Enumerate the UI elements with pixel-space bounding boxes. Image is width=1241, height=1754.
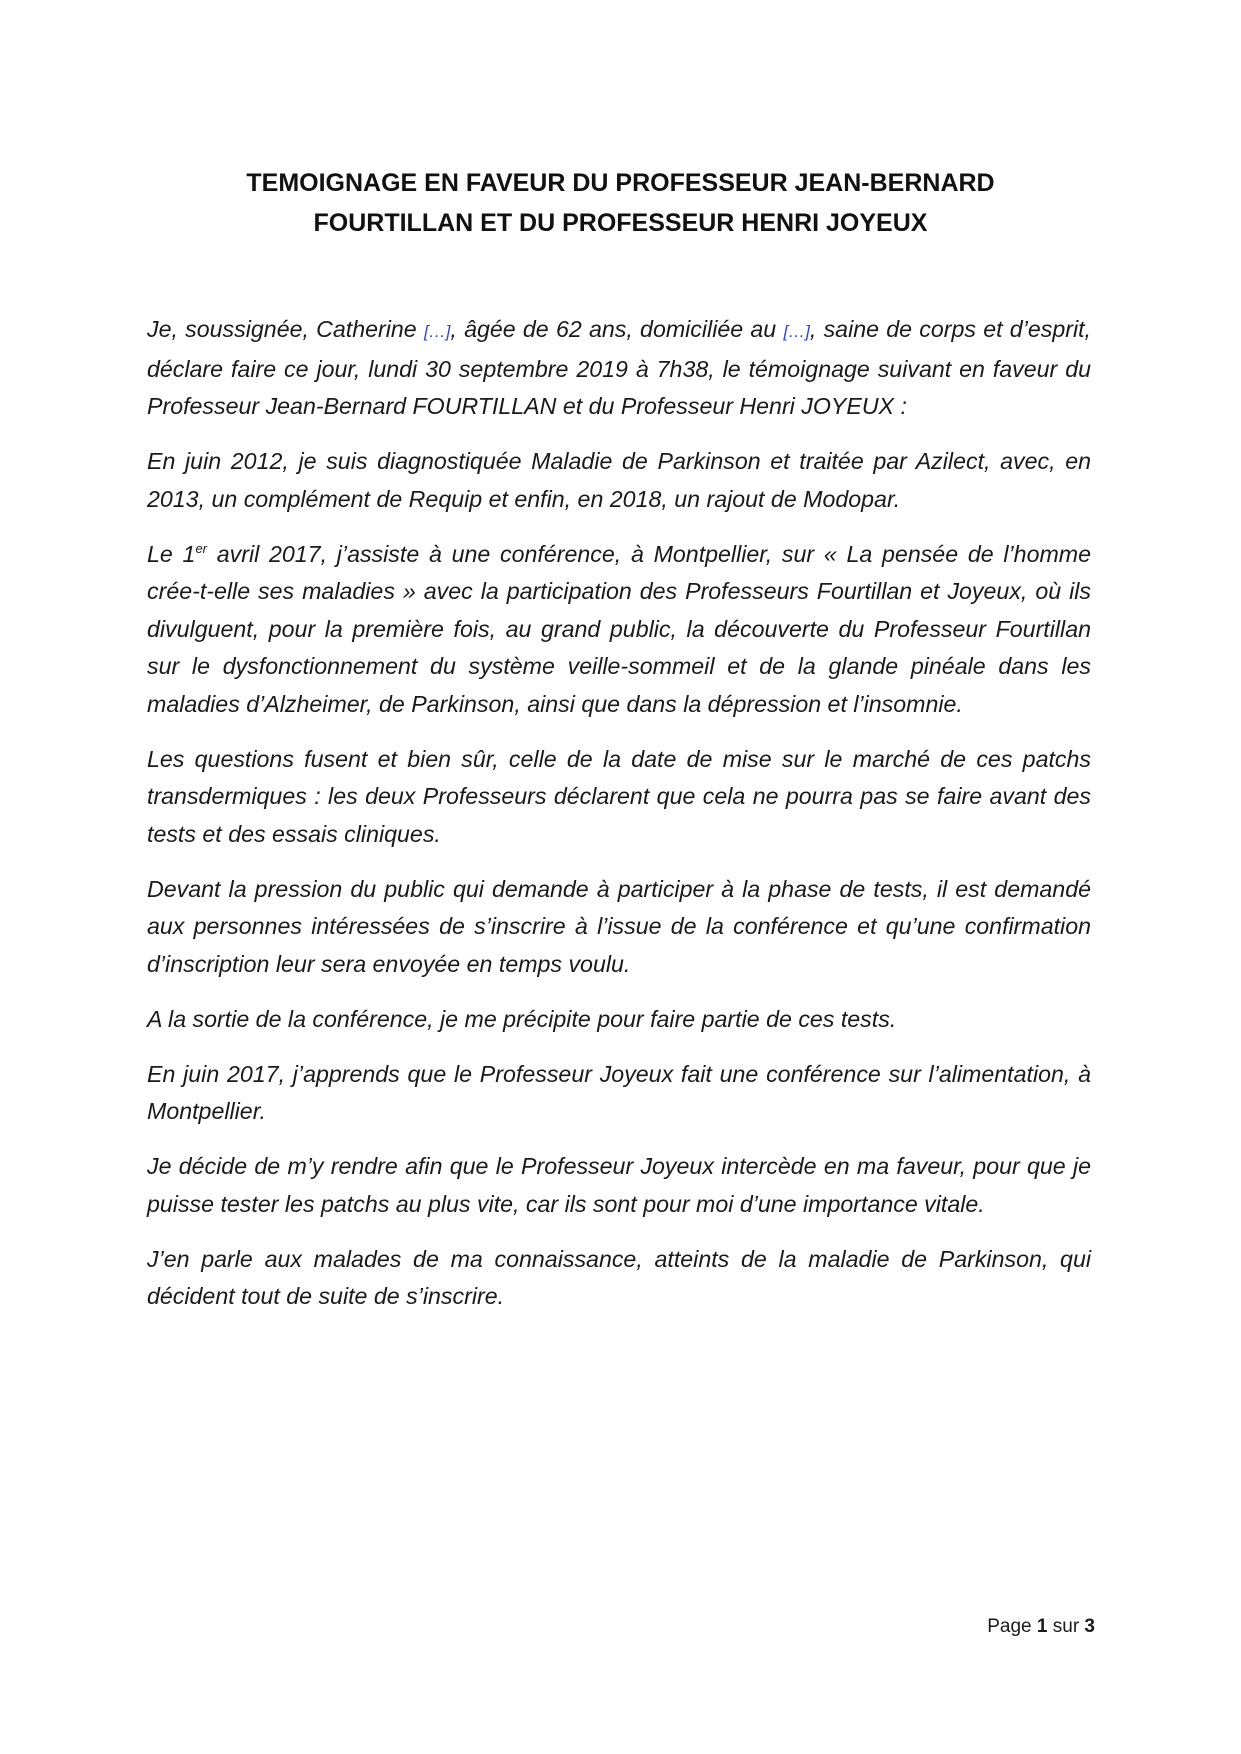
paragraph-5: Devant la pression du public qui demande à participer à la phase de tests, il est demandé aux personnes intéressées de s’inscrire à l’issue de la conférence et qu’une confirmation d’inscription leur sera envoyée en temps voulu. <box>147 875 1091 977</box>
paragraph-4: Les questions fusent et bien sûr, celle de la date de mise sur le marché de ces patchs transdermiques : les deux Professeurs déclarent que cela ne pourra pas se faire avant des tests et des essais cliniques. <box>147 745 1091 847</box>
paragraph-3 <box>147 536 1091 724</box>
document-body <box>147 311 1091 1333</box>
paragraph-6: A la sortie de la conférence, je me précipite pour faire partie de ces tests. <box>147 1005 897 1032</box>
paragraph-2: En juin 2012, je suis diagnostiquée Maladie de Parkinson et traitée par Azilect, avec, en 2013, un complément de Requip et enfin, en 2018, un rajout de Modopar. <box>147 448 1091 512</box>
page-total: 3 <box>1084 1616 1095 1637</box>
paragraph-1 <box>147 311 1091 426</box>
title-line-1: TEMOIGNAGE EN FAVEUR DU PROFESSEUR JEAN-BERNARD <box>246 168 995 197</box>
ordinal-superscript: er <box>195 540 207 556</box>
paragraph-7: En juin 2017, j’apprends que le Professeur Joyeux fait une conférence sur l’alimentation, à Montpellier. <box>147 1060 1091 1124</box>
page-of-label: sur <box>1047 1616 1085 1637</box>
title-line-2: FOURTILLAN ET DU PROFESSEUR HENRI JOYEUX <box>313 208 928 237</box>
page-label: Page <box>987 1616 1037 1637</box>
paragraph-3-text-a: Le 1 <box>147 540 196 567</box>
page-number: 1 <box>1036 1616 1048 1637</box>
redaction-marker-address: […] <box>783 322 810 341</box>
paragraph-8: Je décide de m’y rendre afin que le Professeur Joyeux intercède en ma faveur, pour que je puisse tester les patchs au plus vite, car ils sont pour moi d’une importance vitale. <box>147 1153 1091 1217</box>
redaction-marker-name: […] <box>423 322 451 341</box>
paragraph-3-text-b: avril 2017, j’assiste à une conférence, à Montpellier, sur « La pensée de l’homme crée-t-elle ses maladies » avec la participation des Professeurs Fourtillan et Joyeux, où ils divulguent, pour la première fois, au grand public, la découverte du Professeur Fourtillan sur le dysfonctionnement du système veille-sommeil et de la glande pinéale dans les maladies d’Alzheimer, de Parkinson, ainsi que dans la dépression et l’insomnie. <box>147 540 1091 717</box>
document-title <box>140 163 1101 243</box>
paragraph-1-text-a: Je, soussignée, Catherine <box>147 316 424 342</box>
paragraph-1-text-b: , âgée de 62 ans, domiciliée au <box>450 316 784 342</box>
page-footer <box>987 1615 1095 1639</box>
paragraph-9: J’en parle aux malades de ma connaissance, atteints de la maladie de Parkinson, qui décident tout de suite de s’inscrire. <box>147 1245 1091 1309</box>
paragraph-1-text-c: , saine de corps et d’esprit, déclare faire ce jour, lundi 30 septembre 2019 à 7h38, le témoignage suivant en faveur du Professeur Jean-Bernard FOURTILLAN et du Professeur Henri JOYEUX : <box>147 316 1091 419</box>
